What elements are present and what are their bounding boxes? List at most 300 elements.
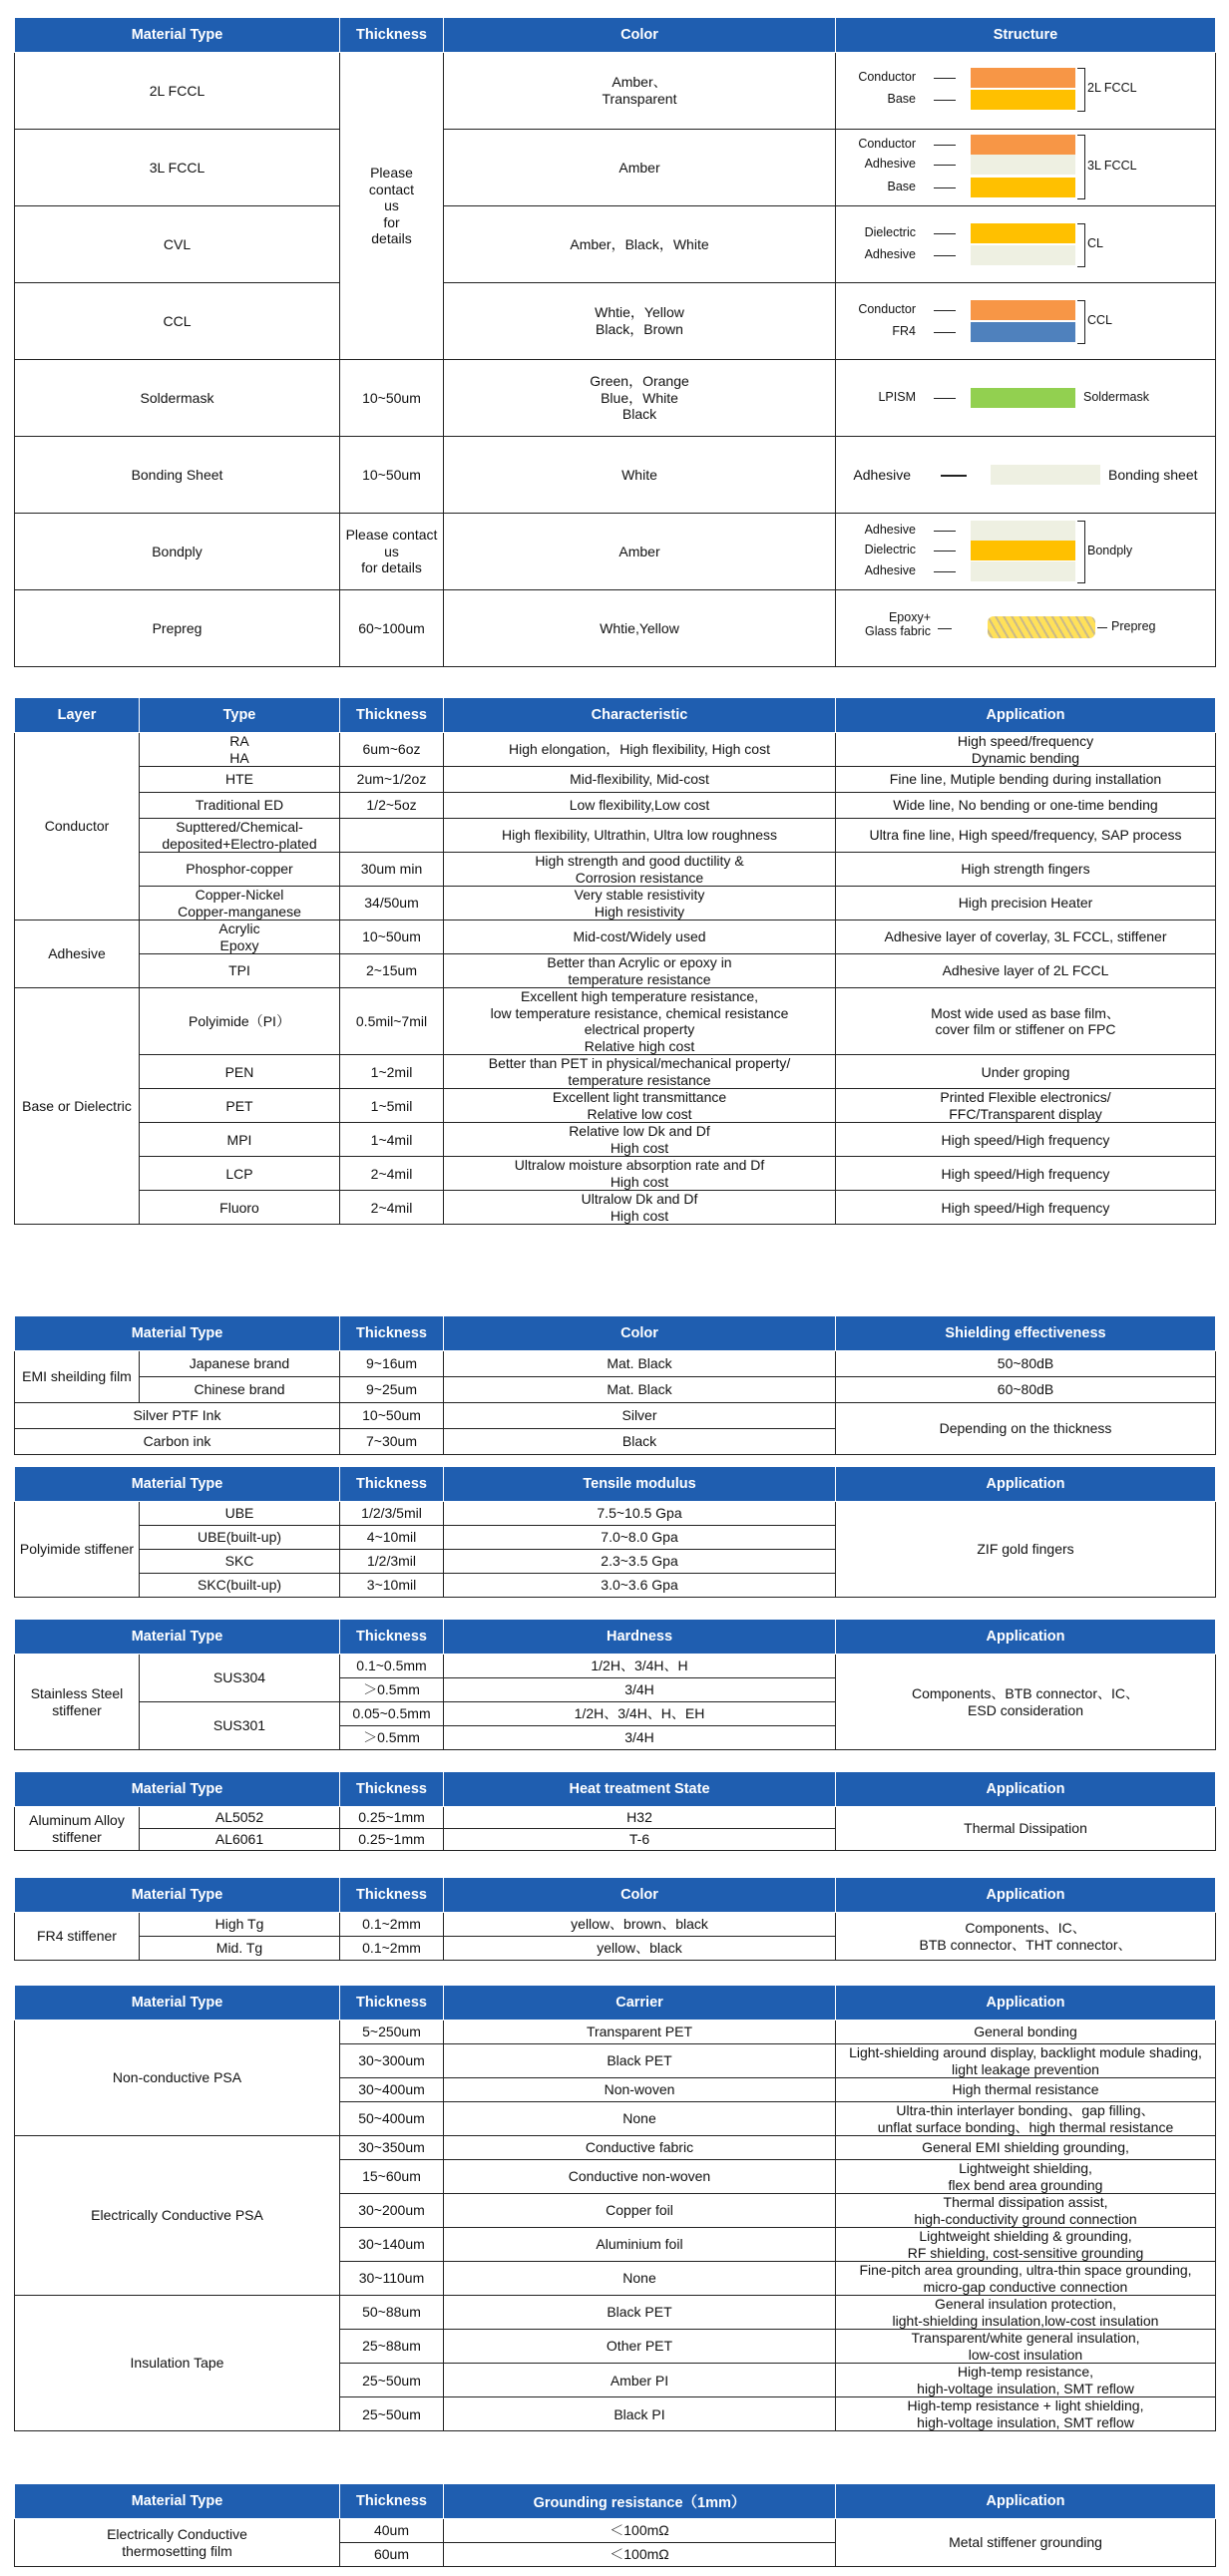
cell: 30~200um bbox=[340, 2194, 444, 2228]
structure-cell bbox=[836, 590, 1216, 667]
cell: 50~80dB bbox=[836, 1351, 1216, 1377]
table-row bbox=[15, 2021, 1216, 2044]
cell: Printed Flexible electronics/ FFC/Transparent display bbox=[836, 1089, 1216, 1123]
cell: 6um~6oz bbox=[340, 733, 444, 767]
table-row bbox=[15, 514, 1216, 590]
structure-label: Adhesive bbox=[864, 563, 916, 577]
bracket-label: 2L FCCL bbox=[1087, 81, 1137, 95]
table-row bbox=[15, 2519, 1216, 2543]
bracket bbox=[1077, 521, 1085, 583]
col-header: Application bbox=[836, 1772, 1216, 1807]
cell: Japanese brand bbox=[140, 1351, 340, 1377]
table-row bbox=[15, 1655, 1216, 1678]
leader-line bbox=[934, 255, 956, 256]
cell: High speed/High frequency bbox=[836, 1157, 1216, 1191]
cell: 60~80dB bbox=[836, 1377, 1216, 1403]
cell: 2.3~3.5 Gpa bbox=[444, 1550, 836, 1574]
col-header: Application bbox=[836, 1620, 1216, 1655]
leader-line bbox=[934, 310, 956, 311]
cell: Mid-flexibility, Mid-cost bbox=[444, 767, 836, 793]
col-header: Hardness bbox=[444, 1620, 836, 1655]
bracket-label: CCL bbox=[1087, 313, 1113, 327]
cell: Ultra-thin interlayer bonding、gap filling、 unflat surface bonding、high thermal resistance bbox=[836, 2102, 1216, 2136]
table-header bbox=[15, 1620, 1216, 1655]
structure-diagram bbox=[836, 360, 1215, 436]
cell: Black PET bbox=[444, 2296, 836, 2330]
cell: Traditional ED bbox=[140, 793, 340, 819]
structure-label: FR4 bbox=[892, 324, 916, 338]
cell: T-6 bbox=[444, 1829, 836, 1851]
cell: TPI bbox=[140, 954, 340, 988]
layer-bar bbox=[971, 561, 1075, 581]
cell: HTE bbox=[140, 767, 340, 793]
cell: Please contact us for details bbox=[340, 53, 444, 360]
cell: 25~50um bbox=[340, 2397, 444, 2431]
cell: ＞0.5mm bbox=[340, 1678, 444, 1702]
table-row bbox=[15, 130, 1216, 206]
cell: High speed/High frequency bbox=[836, 1123, 1216, 1157]
cell: RA HA bbox=[140, 733, 340, 767]
table-row bbox=[15, 1157, 1216, 1191]
cell: 9~25um bbox=[340, 1377, 444, 1403]
col-header: Characteristic bbox=[444, 698, 836, 733]
cell: 10~50um bbox=[340, 920, 444, 954]
table-row bbox=[15, 1913, 1216, 1937]
cell: 0.1~2mm bbox=[340, 1913, 444, 1937]
layer-characteristic-table bbox=[14, 697, 1216, 1225]
cell: Copper foil bbox=[444, 2194, 836, 2228]
polyimide-stiffener-table bbox=[14, 1466, 1216, 1598]
cell: 60~100um bbox=[340, 590, 444, 667]
table-header bbox=[15, 1467, 1216, 1502]
leader-line bbox=[934, 145, 956, 146]
cell: H32 bbox=[444, 1807, 836, 1829]
group-cell: EMI sheilding film bbox=[15, 1351, 140, 1403]
cell: Better than Acrylic or epoxy in temperature resistance bbox=[444, 954, 836, 988]
cell: 30~350um bbox=[340, 2136, 444, 2160]
cell: 1~2mil bbox=[340, 1055, 444, 1089]
psa-tape-table bbox=[14, 1985, 1216, 2431]
layer-bar bbox=[971, 178, 1075, 197]
cell: Non-woven bbox=[444, 2078, 836, 2102]
col-header: Type bbox=[140, 698, 340, 733]
layer-bar bbox=[971, 300, 1075, 320]
layer-bar bbox=[971, 245, 1075, 265]
cell: Acrylic Epoxy bbox=[140, 920, 340, 954]
cell: Better than PET in physical/mechanical property/ temperature resistance bbox=[444, 1055, 836, 1089]
cell: 7.0~8.0 Gpa bbox=[444, 1526, 836, 1550]
group-cell: Electrically Conductive PSA bbox=[15, 2136, 340, 2296]
cell: Supttered/Chemical- deposited+Electro-plated bbox=[140, 819, 340, 853]
table-row bbox=[15, 1351, 1216, 1377]
cell: 9~16um bbox=[340, 1351, 444, 1377]
cell: 1/2H、3/4H、H bbox=[444, 1655, 836, 1678]
cell: 3L FCCL bbox=[15, 130, 340, 206]
cell: Fine line, Mutiple bending during installation bbox=[836, 767, 1216, 793]
structure-label: Adhesive bbox=[864, 247, 916, 261]
cell: Excellent high temperature resistance, low temperature resistance, chemical resistance electrical property Relative high cost bbox=[444, 988, 836, 1055]
cell: 15~60um bbox=[340, 2160, 444, 2194]
cell: General bonding bbox=[836, 2021, 1216, 2044]
cell: High-temp resistance + light shielding, high-voltage insulation, SMT reflow bbox=[836, 2397, 1216, 2431]
cell: AL5052 bbox=[140, 1807, 340, 1829]
table-header bbox=[15, 1986, 1216, 2021]
leader-line bbox=[934, 531, 956, 532]
structure-cell bbox=[836, 130, 1216, 206]
leader-line bbox=[934, 332, 956, 333]
cell: Thermal Dissipation bbox=[836, 1807, 1216, 1851]
leader-line bbox=[934, 571, 956, 572]
group-cell: Polyimide stiffener bbox=[15, 1502, 140, 1598]
cell: Whtie,Yellow bbox=[444, 590, 836, 667]
layer-bar bbox=[971, 322, 1075, 342]
cell: MPI bbox=[140, 1123, 340, 1157]
cell: High elongation，High flexibility, High cost bbox=[444, 733, 836, 767]
cell: None bbox=[444, 2102, 836, 2136]
col-header: Carrier bbox=[444, 1986, 836, 2021]
cell: 0.25~1mm bbox=[340, 1807, 444, 1829]
table-row bbox=[15, 283, 1216, 360]
table-row bbox=[15, 360, 1216, 437]
structure-label: Dielectric bbox=[864, 543, 916, 556]
leader-line bbox=[1097, 627, 1107, 628]
cell: Thermal dissipation assist, high-conductivity ground connection bbox=[836, 2194, 1216, 2228]
table-row bbox=[15, 437, 1216, 514]
layer-bar bbox=[971, 541, 1075, 560]
layer-bar bbox=[971, 135, 1075, 155]
col-header: Tensile modulus bbox=[444, 1467, 836, 1502]
cell: Conductive non-woven bbox=[444, 2160, 836, 2194]
cell: 50~88um bbox=[340, 2296, 444, 2330]
cell: 2L FCCL bbox=[15, 53, 340, 130]
cell: Amber，Black，White bbox=[444, 206, 836, 283]
layer-bar bbox=[971, 223, 1075, 243]
structure-label: LPISM bbox=[878, 390, 916, 404]
structure-label: Conductor bbox=[858, 137, 916, 151]
layer-bar bbox=[971, 521, 1075, 541]
col-header: Color bbox=[444, 1316, 836, 1351]
col-header: Layer bbox=[15, 698, 140, 733]
cell: Fine-pitch area grounding, ultra-thin space grounding, micro-gap conductive connection bbox=[836, 2262, 1216, 2296]
cell bbox=[340, 819, 444, 853]
cell: yellow、brown、black bbox=[444, 1913, 836, 1937]
col-header: Material Type bbox=[15, 1620, 340, 1655]
table-row bbox=[15, 2296, 1216, 2330]
cell: 1~5mil bbox=[340, 1089, 444, 1123]
cell: 10~50um bbox=[340, 360, 444, 437]
col-header: Thickness bbox=[340, 698, 444, 733]
cell: Aluminium foil bbox=[444, 2228, 836, 2262]
col-header: Application bbox=[836, 1878, 1216, 1913]
group-cell: Adhesive bbox=[15, 920, 140, 988]
cell: 0.05~0.5mm bbox=[340, 1702, 444, 1726]
col-header: Thickness bbox=[340, 18, 444, 53]
table-row bbox=[15, 793, 1216, 819]
table-row bbox=[15, 767, 1216, 793]
structure-cell bbox=[836, 283, 1216, 360]
col-header: Grounding resistance（1mm） bbox=[444, 2484, 836, 2519]
cell: Mat. Black bbox=[444, 1351, 836, 1377]
table-row bbox=[15, 590, 1216, 667]
table-row bbox=[15, 819, 1216, 853]
table-row bbox=[15, 1403, 1216, 1429]
cell: High Tg bbox=[140, 1913, 340, 1937]
cell: Soldermask bbox=[15, 360, 340, 437]
cell: 25~88um bbox=[340, 2330, 444, 2364]
structure-cell bbox=[836, 437, 1216, 514]
table-header bbox=[15, 1772, 1216, 1807]
cell: yellow、black bbox=[444, 1937, 836, 1961]
cell: High speed/frequency Dynamic bending bbox=[836, 733, 1216, 767]
structure-label: Adhesive bbox=[864, 157, 916, 171]
conductive-film-table bbox=[14, 2483, 1216, 2567]
cell: 30~300um bbox=[340, 2044, 444, 2078]
bracket-label: 3L FCCL bbox=[1087, 158, 1137, 173]
group-cell: Conductor bbox=[15, 733, 140, 920]
layer-bar bbox=[971, 90, 1075, 110]
layer-bar bbox=[971, 155, 1075, 175]
table-row bbox=[15, 206, 1216, 283]
col-header: Structure bbox=[836, 18, 1216, 53]
cell: Components、BTB connector、IC、 ESD consideration bbox=[836, 1655, 1216, 1750]
cell: Low flexibility,Low cost bbox=[444, 793, 836, 819]
cell: Green，Orange Blue，White Black bbox=[444, 360, 836, 437]
cell: 34/50um bbox=[340, 887, 444, 920]
cell: AL6061 bbox=[140, 1829, 340, 1851]
cell: Wide line, No bending or one-time bending bbox=[836, 793, 1216, 819]
fr4-stiffener-table bbox=[14, 1877, 1216, 1961]
cell: High precision Heater bbox=[836, 887, 1216, 920]
cell: PEN bbox=[140, 1055, 340, 1089]
material-structure-table bbox=[14, 17, 1216, 667]
cell: Silver PTF Ink bbox=[15, 1403, 340, 1429]
cell: 0.1~0.5mm bbox=[340, 1655, 444, 1678]
col-header: Thickness bbox=[340, 1878, 444, 1913]
cell: 3~10mil bbox=[340, 1574, 444, 1598]
cell: 10~50um bbox=[340, 1403, 444, 1429]
cell: Transparent/white general insulation, low-cost insulation bbox=[836, 2330, 1216, 2364]
group-cell: Non-conductive PSA bbox=[15, 2021, 340, 2136]
structure-label: Conductor bbox=[858, 70, 916, 84]
structure-diagram bbox=[836, 53, 1215, 129]
group-cell: Stainless Steel stiffener bbox=[15, 1655, 140, 1750]
col-header: Shielding effectiveness bbox=[836, 1316, 1216, 1351]
cell: Light-shielding around display, backlight module shading, light leakage prevention bbox=[836, 2044, 1216, 2078]
subgroup-cell: SUS304 bbox=[140, 1655, 340, 1702]
table-row bbox=[15, 53, 1216, 130]
cell: 10~50um bbox=[340, 437, 444, 514]
col-header: Application bbox=[836, 2484, 1216, 2519]
table-header bbox=[15, 1878, 1216, 1913]
group-cell: Aluminum Alloy stiffener bbox=[15, 1807, 140, 1851]
cell: ZIF gold fingers bbox=[836, 1502, 1216, 1598]
bracket-label: CL bbox=[1087, 236, 1103, 250]
cell: 60um bbox=[340, 2543, 444, 2567]
col-header: Material Type bbox=[15, 1772, 340, 1807]
cell: Components、IC、 BTB connector、THT connector、 bbox=[836, 1913, 1216, 1961]
cell: High strength fingers bbox=[836, 853, 1216, 887]
col-header: Thickness bbox=[340, 1986, 444, 2021]
cell: High speed/High frequency bbox=[836, 1191, 1216, 1225]
bracket-label: Soldermask bbox=[1083, 390, 1149, 404]
leader-line bbox=[934, 551, 956, 552]
cell: Black PI bbox=[444, 2397, 836, 2431]
group-cell: Insulation Tape bbox=[15, 2296, 340, 2431]
structure-cell bbox=[836, 53, 1216, 130]
table-row bbox=[15, 1089, 1216, 1123]
cell: Black bbox=[444, 1429, 836, 1455]
cell: 30~140um bbox=[340, 2228, 444, 2262]
layer-bar bbox=[971, 68, 1075, 88]
cell: White bbox=[444, 437, 836, 514]
cell: Phosphor-copper bbox=[140, 853, 340, 887]
cell: Metal stiffener grounding bbox=[836, 2519, 1216, 2567]
group-cell: Electrically Conductive thermosetting film bbox=[15, 2519, 340, 2567]
col-header: Thickness bbox=[340, 2484, 444, 2519]
bracket bbox=[1077, 223, 1085, 267]
cell: 0.1~2mm bbox=[340, 1937, 444, 1961]
table-row bbox=[15, 1807, 1216, 1829]
cell: High flexibility, Ultrathin, Ultra low roughness bbox=[444, 819, 836, 853]
cell: 30~400um bbox=[340, 2078, 444, 2102]
bracket-label: Prepreg bbox=[1111, 619, 1156, 633]
col-header: Thickness bbox=[340, 1620, 444, 1655]
col-header: Material Type bbox=[15, 1316, 340, 1351]
cell: 4~10mil bbox=[340, 1526, 444, 1550]
cell: 3/4H bbox=[444, 1726, 836, 1750]
cell: Please contact us for details bbox=[340, 514, 444, 590]
cell: Lightweight shielding, flex bend area grounding bbox=[836, 2160, 1216, 2194]
cell: 5~250um bbox=[340, 2021, 444, 2044]
cell: General EMI shielding grounding, bbox=[836, 2136, 1216, 2160]
cell: 2um~1/2oz bbox=[340, 767, 444, 793]
cell: 40um bbox=[340, 2519, 444, 2543]
cell: 3/4H bbox=[444, 1678, 836, 1702]
cell: Under groping bbox=[836, 1055, 1216, 1089]
col-header: Heat treatment State bbox=[444, 1772, 836, 1807]
cell: SKC(built-up) bbox=[140, 1574, 340, 1598]
col-header: Color bbox=[444, 18, 836, 53]
cell: Black PET bbox=[444, 2044, 836, 2078]
cell: CCL bbox=[15, 283, 340, 360]
layer-bar bbox=[991, 465, 1100, 485]
cell: 1/2/3/5mil bbox=[340, 1502, 444, 1526]
structure-label: Epoxy+ Glass fabric bbox=[865, 610, 931, 639]
table-row bbox=[15, 1377, 1216, 1403]
cell: Very stable resistivity High resistivity bbox=[444, 887, 836, 920]
leader-line bbox=[934, 100, 956, 101]
table-row bbox=[15, 988, 1216, 1055]
cell: PET bbox=[140, 1089, 340, 1123]
cell: Carbon ink bbox=[15, 1429, 340, 1455]
leader-line bbox=[938, 628, 952, 629]
cell: Mat. Black bbox=[444, 1377, 836, 1403]
leader-line bbox=[941, 475, 967, 477]
table-row bbox=[15, 954, 1216, 988]
table-row bbox=[15, 1191, 1216, 1225]
col-header: Material Type bbox=[15, 1986, 340, 2021]
cell: Polyimide（PI） bbox=[140, 988, 340, 1055]
cell: Amber bbox=[444, 514, 836, 590]
table-row bbox=[15, 853, 1216, 887]
leader-line bbox=[934, 187, 956, 188]
table-row bbox=[15, 2136, 1216, 2160]
cell: 7.5~10.5 Gpa bbox=[444, 1502, 836, 1526]
table-row bbox=[15, 733, 1216, 767]
cell: Bonding Sheet bbox=[15, 437, 340, 514]
structure-label: Base bbox=[887, 180, 916, 193]
cell: High strength and good ductility & Corrosion resistance bbox=[444, 853, 836, 887]
group-cell: FR4 stiffener bbox=[15, 1913, 140, 1961]
emi-shielding-table bbox=[14, 1315, 1216, 1455]
col-header: Material Type bbox=[15, 1467, 340, 1502]
structure-label: Dielectric bbox=[864, 225, 916, 239]
col-header: Thickness bbox=[340, 1316, 444, 1351]
cell: UBE(built-up) bbox=[140, 1526, 340, 1550]
cell: 25~50um bbox=[340, 2364, 444, 2397]
table-row bbox=[15, 1055, 1216, 1089]
cell: Mid-cost/Widely used bbox=[444, 920, 836, 954]
cell: ＞0.5mm bbox=[340, 1726, 444, 1750]
cell: Amber、 Transparent bbox=[444, 53, 836, 130]
leader-line bbox=[934, 165, 956, 166]
cell: Prepreg bbox=[15, 590, 340, 667]
cell: None bbox=[444, 2262, 836, 2296]
col-header: Application bbox=[836, 1467, 1216, 1502]
leader-line bbox=[934, 233, 956, 234]
cell: ＜100mΩ bbox=[444, 2543, 836, 2567]
bracket bbox=[1077, 135, 1085, 199]
cell: UBE bbox=[140, 1502, 340, 1526]
cell: Chinese brand bbox=[140, 1377, 340, 1403]
bracket bbox=[1077, 68, 1085, 112]
cell: General insulation protection, light-shielding insulation,low-cost insulation bbox=[836, 2296, 1216, 2330]
col-header: Thickness bbox=[340, 1772, 444, 1807]
structure-diagram bbox=[836, 437, 1215, 513]
cell: Ultra fine line, High speed/frequency, SAP process bbox=[836, 819, 1216, 853]
cell: Fluoro bbox=[140, 1191, 340, 1225]
structure-diagram bbox=[836, 130, 1215, 205]
col-header: Material Type bbox=[15, 2484, 340, 2519]
structure-label: Adhesive bbox=[864, 523, 916, 537]
cell: Amber bbox=[444, 130, 836, 206]
prepreg-layer bbox=[988, 616, 1095, 638]
cell: Adhesive layer of coverlay, 3L FCCL, stiffener bbox=[836, 920, 1216, 954]
subgroup-cell: SUS301 bbox=[140, 1702, 340, 1750]
cell: SKC bbox=[140, 1550, 340, 1574]
structure-diagram bbox=[836, 283, 1215, 359]
bracket-label: Bondply bbox=[1087, 543, 1133, 557]
stainless-steel-stiffener-table bbox=[14, 1619, 1216, 1750]
cell: High-temp resistance, high-voltage insulation, SMT reflow bbox=[836, 2364, 1216, 2397]
cell: Most wide used as base film、 cover film or stiffener on FPC bbox=[836, 988, 1216, 1055]
cell: 1/2H、3/4H、H、EH bbox=[444, 1702, 836, 1726]
leader-line bbox=[934, 78, 956, 79]
cell: Ultralow Dk and Df High cost bbox=[444, 1191, 836, 1225]
cell: Conductive fabric bbox=[444, 2136, 836, 2160]
cell: 1/2~5oz bbox=[340, 793, 444, 819]
structure-diagram bbox=[836, 206, 1215, 282]
cell: 2~15um bbox=[340, 954, 444, 988]
bracket bbox=[1077, 300, 1085, 344]
layer-bar bbox=[971, 388, 1075, 408]
table-row bbox=[15, 1123, 1216, 1157]
cell: Ultralow moisture absorption rate and Df High cost bbox=[444, 1157, 836, 1191]
col-header: Material Type bbox=[15, 18, 340, 53]
structure-label: Conductor bbox=[858, 302, 916, 316]
cell: 3.0~3.6 Gpa bbox=[444, 1574, 836, 1598]
aluminum-stiffener-table bbox=[14, 1771, 1216, 1851]
